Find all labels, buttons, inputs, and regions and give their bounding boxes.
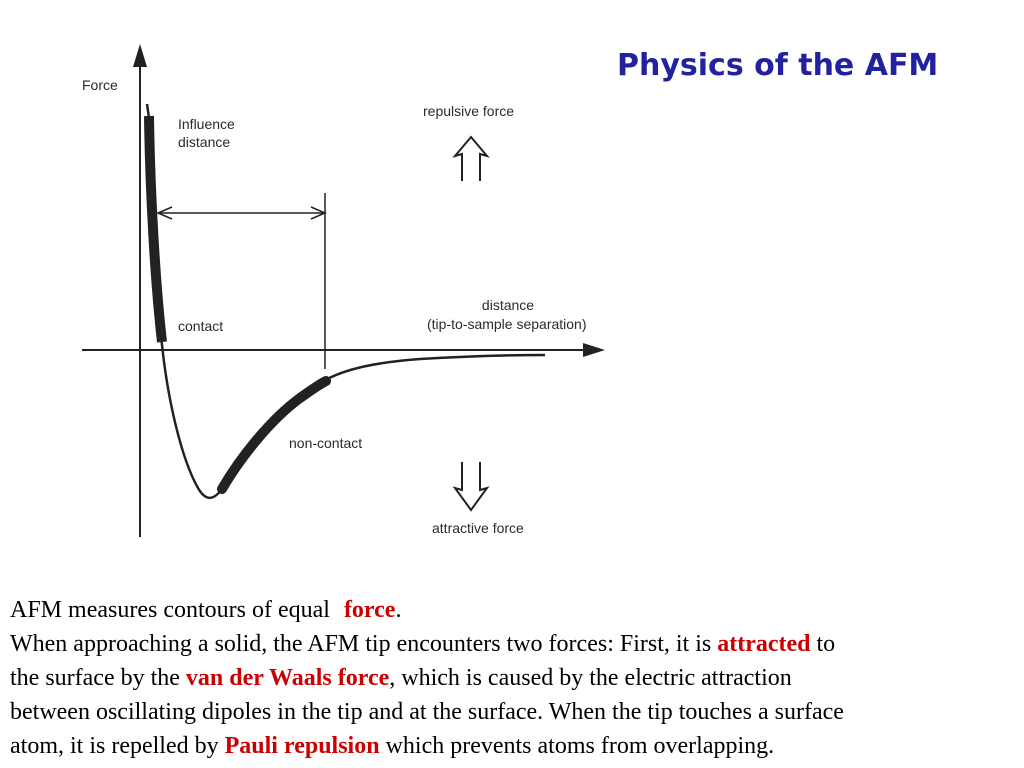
text-run: AFM measures contours of equal	[10, 597, 336, 623]
text-line	[10, 627, 844, 661]
text-run: , which is caused by the electric attraction	[389, 665, 792, 691]
text-line	[10, 729, 844, 763]
slide-body-text	[10, 593, 844, 763]
text-line	[10, 695, 844, 729]
attractive-force-double-down-arrow-icon	[455, 462, 487, 510]
text-line	[10, 661, 844, 695]
y-axis-label: Force	[82, 77, 118, 93]
paragraph-afm-measures	[10, 593, 844, 627]
text-run: atom, it is repelled by	[10, 733, 225, 759]
x-axis-label-line1: distance	[481, 297, 535, 313]
x-axis-arrowhead	[583, 343, 605, 357]
influence-label-line2: distance	[178, 134, 231, 150]
text-line	[10, 593, 844, 627]
slide-title: Physics of the AFM	[617, 48, 939, 83]
text-run: .	[395, 597, 402, 623]
emphasis-force: force	[343, 597, 396, 623]
text-run: the surface by the	[10, 665, 186, 691]
repulsive-force-label: repulsive force	[423, 103, 515, 119]
contact-label: contact	[178, 318, 224, 334]
force-curve-tail	[322, 355, 545, 382]
force-curve-top-tick	[147, 104, 149, 118]
text-run: to	[810, 631, 836, 657]
influence-label-line1: Influence	[178, 116, 235, 132]
emphasis-van-der-waals-force: van der Waals force	[185, 665, 390, 691]
paragraph-tip-forces	[10, 627, 844, 763]
force-curve-well	[161, 335, 224, 498]
emphasis-attracted: attracted	[717, 631, 811, 657]
text-run: between oscillating dipoles in the tip and at the surface. When the tip touches a surface	[10, 699, 844, 725]
attractive-force-label: attractive force	[432, 520, 524, 536]
text-run: When approaching a solid, the AFM tip encounters two forces: First, it is	[10, 631, 718, 657]
text-run: which prevents atoms from overlapping.	[379, 733, 775, 759]
y-axis-arrowhead	[133, 44, 147, 67]
force-curve-contact-segment	[149, 116, 162, 342]
repulsive-force-double-up-arrow-icon	[455, 137, 487, 181]
x-axis-label-line2: (tip-to-sample separation)	[427, 316, 587, 332]
emphasis-pauli-repulsion: Pauli repulsion	[224, 733, 380, 759]
non-contact-label: non-contact	[289, 435, 363, 451]
